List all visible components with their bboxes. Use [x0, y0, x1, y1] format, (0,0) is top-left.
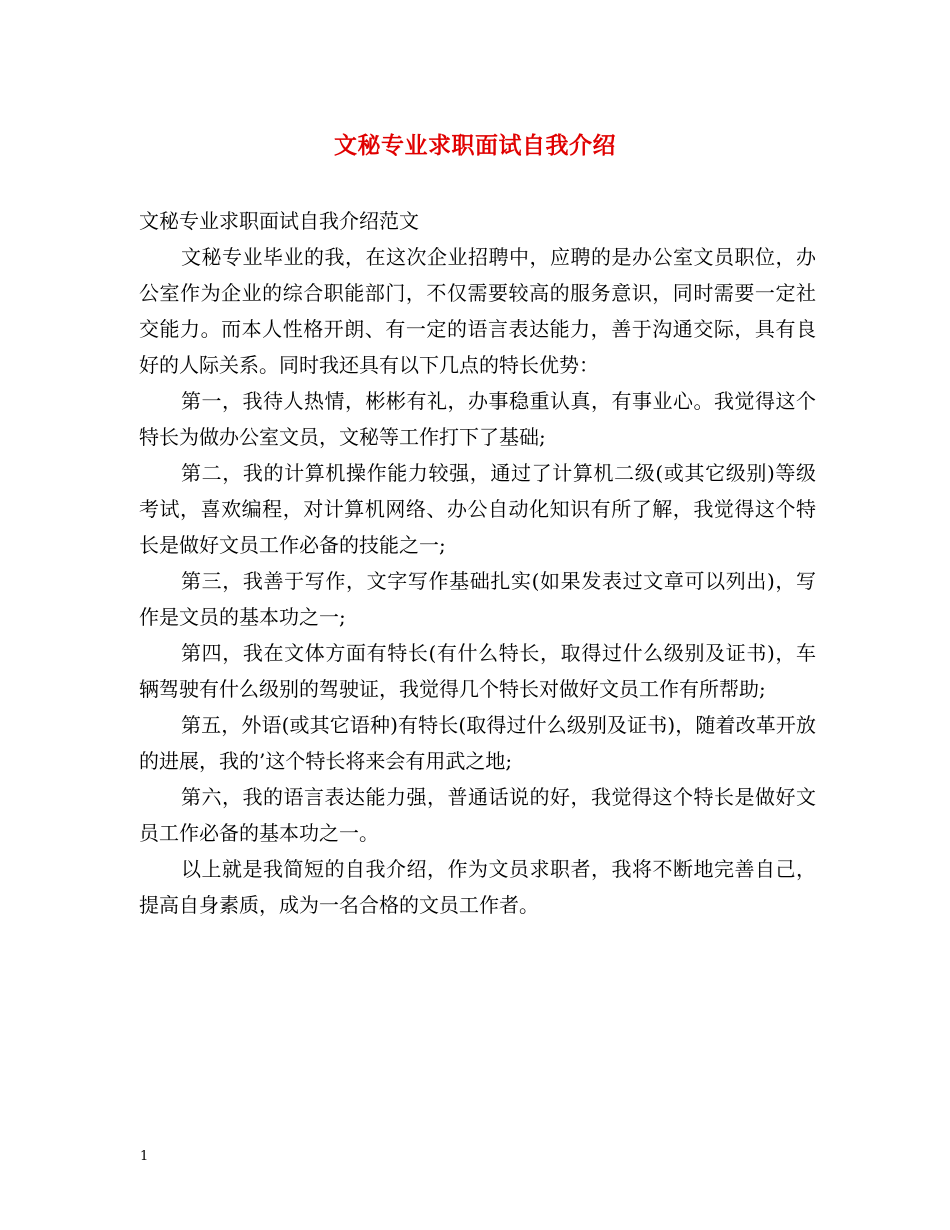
document-title: 文秘专业求职面试自我介绍 [334, 132, 616, 159]
paragraph-point-4: 第四，我在文体方面有特长(有什么特长，取得过什么级别及证书)，车辆驾驶有什么级别的驾驶证，我觉得几个特长对做好文员工作有所帮助; [139, 641, 816, 701]
page-number: 1 [140, 1149, 149, 1164]
paragraph-conclusion: 以上就是我简短的自我介绍，作为文员求职者，我将不断地完善自己，提高自身素质，成为一名合格的文员工作者。 [139, 857, 816, 917]
paragraph-intro: 文秘专业毕业的我，在这次企业招聘中，应聘的是办公室文员职位，办公室作为企业的综合职能部门，不仅需要较高的服务意识，同时需要一定社交能力。而本人性格开朗、有一定的语言表达能力，善于沟通交际，具有良好的人际关系。同时我还具有以下几点的特长优势： [139, 245, 816, 377]
paragraph-point-3: 第三，我善于写作，文字写作基础扎实(如果发表过文章可以列出)，写作是文员的基本功之一; [139, 569, 816, 629]
paragraph-point-1: 第一，我待人热情，彬彬有礼，办事稳重认真，有事业心。我觉得这个特长为做办公室文员，文秘等工作打下了基础; [139, 389, 816, 449]
paragraph-point-5: 第五，外语(或其它语种)有特长(取得过什么级别及证书)，随着改革开放的进展，我的’这个特长将来会有用武之地; [139, 713, 816, 773]
document-body [139, 203, 816, 923]
paragraph-point-2: 第二，我的计算机操作能力较强，通过了计算机二级(或其它级别)等级考试，喜欢编程，对计算机网络、办公自动化知识有所了解，我觉得这个特长是做好文员工作必备的技能之一; [139, 461, 816, 557]
document-subtitle: 文秘专业求职面试自我介绍范文 [139, 209, 419, 233]
paragraph-point-6: 第六，我的语言表达能力强，普通话说的好，我觉得这个特长是做好文员工作必备的基本功之一。 [139, 785, 816, 845]
